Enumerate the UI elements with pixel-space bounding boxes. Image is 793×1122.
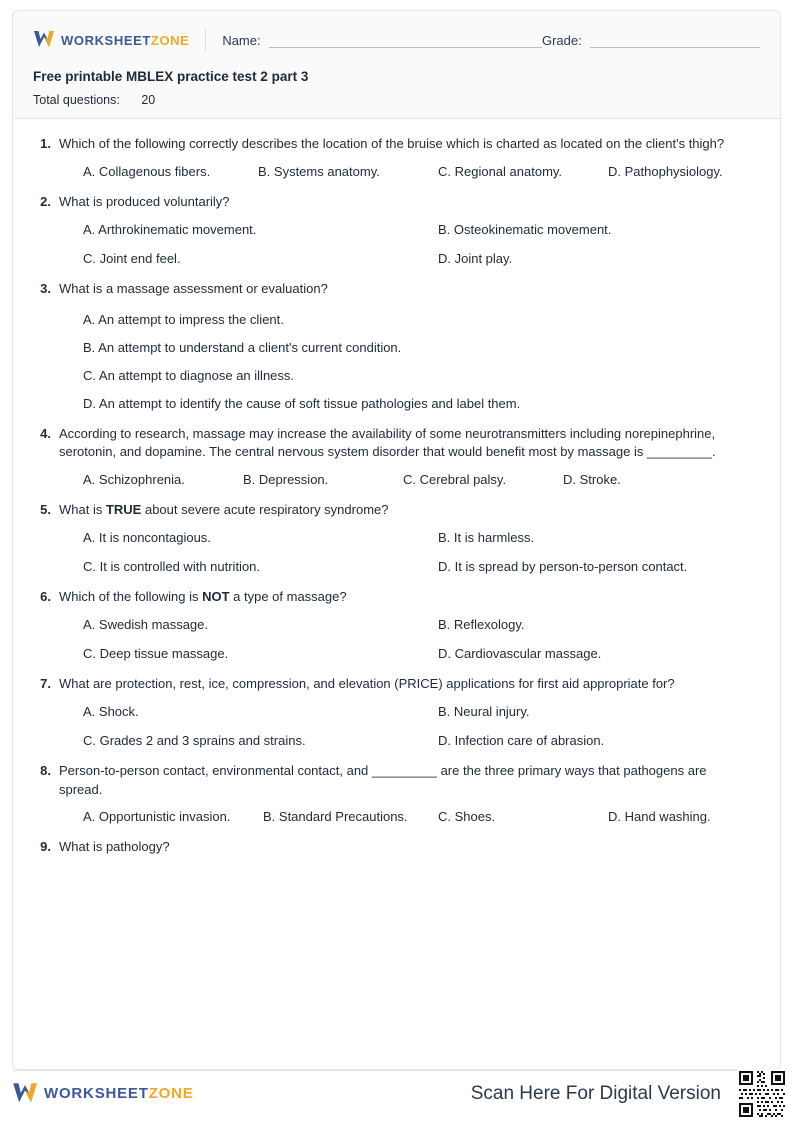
brand-name-part2: ZONE — [150, 32, 190, 48]
question-line — [35, 193, 758, 212]
question-text: According to research, massage may increase the availability of some neurotransmitters including norepinephrine, serotonin, and dopamine. The central nervous system disorder that would benefit most by massage is _________. — [59, 425, 716, 460]
footer-brand-wordmark — [44, 1085, 194, 1102]
options-group — [83, 617, 758, 661]
option-choice[interactable]: A. Arthrokinematic movement. — [83, 221, 257, 237]
header-top-row — [33, 27, 760, 53]
question-line — [35, 501, 758, 520]
option-choice[interactable]: D. Stroke. — [563, 472, 621, 488]
options-group — [83, 472, 758, 487]
question-text: Which of the following is NOT a type of massage? — [59, 589, 347, 605]
option-choice[interactable]: C. It is controlled with nutrition. — [83, 559, 261, 575]
brand-name-part1: WORKSHEET — [61, 32, 151, 48]
question-block — [35, 501, 758, 574]
question-number: 3. — [40, 280, 51, 296]
options-group — [83, 312, 758, 411]
option-choice[interactable]: B. Systems anatomy. — [258, 163, 380, 179]
question-number: 5. — [40, 502, 51, 518]
option-choice[interactable]: D. Infection care of abrasion. — [438, 732, 605, 748]
option-choice[interactable]: B. Reflexology. — [438, 616, 525, 632]
option-choice[interactable]: B. Osteokinematic movement. — [438, 221, 612, 237]
w-logo-icon — [12, 1082, 38, 1106]
w-logo-icon — [33, 30, 55, 50]
option-choice[interactable]: D. It is spread by person-to-person contact. — [438, 559, 688, 575]
option-choice[interactable]: D. Cardiovascular massage. — [438, 645, 602, 661]
option-choice[interactable]: D. An attempt to identify the cause of soft tissue pathologies and label them. — [83, 395, 521, 411]
options-group — [83, 530, 758, 574]
option-choice[interactable]: B. It is harmless. — [438, 530, 535, 546]
option-choice[interactable]: C. Cerebral palsy. — [403, 472, 507, 488]
question-line — [35, 762, 758, 800]
option-choice[interactable]: C. Joint end feel. — [83, 250, 181, 266]
question-block — [35, 588, 758, 661]
worksheet-title: Free printable MBLEX practice test 2 part 3 — [33, 69, 309, 84]
footer-brand-name-part1: WORKSHEET — [44, 1085, 149, 1102]
question-block — [35, 425, 758, 488]
total-questions-label: Total questions: — [33, 93, 120, 107]
question-line — [35, 838, 758, 857]
option-choice[interactable]: D. Pathophysiology. — [608, 163, 723, 179]
option-choice[interactable]: C. Regional anatomy. — [438, 163, 563, 179]
question-number: 8. — [40, 762, 51, 778]
question-text: What is produced voluntarily? — [59, 193, 230, 209]
question-line — [35, 280, 758, 299]
qr-code-icon[interactable] — [737, 1069, 787, 1119]
questions-list — [13, 119, 780, 857]
option-choice[interactable]: C. Shoes. — [438, 809, 496, 825]
question-number: 7. — [40, 675, 51, 691]
options-group — [83, 222, 758, 266]
options-group — [83, 164, 758, 179]
option-choice[interactable]: A. Collagenous fibers. — [83, 163, 211, 179]
question-number: 9. — [40, 839, 51, 855]
question-block — [35, 838, 758, 857]
option-choice[interactable]: C. An attempt to diagnose an illness. — [83, 367, 295, 383]
option-choice[interactable]: D. Joint play. — [438, 250, 513, 266]
grade-label: Grade: — [541, 32, 582, 48]
worksheet-header — [13, 11, 780, 119]
question-block — [35, 675, 758, 748]
header-divider — [205, 29, 206, 51]
option-choice[interactable]: C. Deep tissue massage. — [83, 645, 229, 661]
option-choice[interactable]: A. Swedish massage. — [83, 616, 209, 632]
option-choice[interactable]: A. Schizophrenia. — [83, 472, 185, 488]
question-text: What is pathology? — [59, 839, 170, 855]
option-choice[interactable]: B. Depression. — [243, 472, 329, 488]
option-choice[interactable]: D. Hand washing. — [608, 809, 711, 825]
question-text: What are protection, rest, ice, compression, and elevation (PRICE) applications for first aid appropriate for? — [59, 675, 675, 691]
question-line — [35, 588, 758, 607]
options-group — [83, 809, 758, 824]
worksheet-sheet — [12, 10, 781, 1070]
name-label: Name: — [222, 32, 261, 48]
brand-logo — [33, 30, 189, 50]
total-questions-value: 20 — [141, 93, 156, 107]
grade-input[interactable] — [590, 32, 760, 48]
option-choice[interactable]: B. Standard Precautions. — [263, 809, 408, 825]
question-number: 6. — [40, 589, 51, 605]
footer-brand-name-part2: ZONE — [148, 1085, 194, 1102]
question-text: Which of the following correctly describes the location of the bruise which is charted as located on the client's thigh? — [59, 136, 725, 151]
question-block — [35, 762, 758, 825]
question-line — [35, 135, 758, 154]
question-line — [35, 675, 758, 694]
question-block — [35, 193, 758, 266]
option-choice[interactable]: A. An attempt to impress the client. — [83, 311, 284, 327]
question-block — [35, 135, 758, 179]
question-number: 4. — [40, 425, 51, 441]
question-line — [35, 425, 758, 463]
option-choice[interactable]: A. Shock. — [83, 703, 139, 719]
question-text: What is TRUE about severe acute respiratory syndrome? — [59, 502, 389, 518]
scan-prompt: Scan Here For Digital Version — [470, 1082, 721, 1104]
brand-wordmark — [61, 33, 189, 48]
question-text: Person-to-person contact, environmental contact, and _________ are the three primary ways that pathogens are spread. — [59, 762, 707, 797]
total-questions — [33, 93, 760, 107]
option-choice[interactable]: C. Grades 2 and 3 sprains and strains. — [83, 732, 306, 748]
question-block — [35, 280, 758, 411]
option-choice[interactable]: B. An attempt to understand a client's current condition. — [83, 339, 402, 355]
option-choice[interactable]: B. Neural injury. — [438, 703, 530, 719]
question-text: What is a massage assessment or evaluation? — [59, 280, 328, 296]
question-number: 2. — [40, 193, 51, 209]
worksheet-footer — [12, 1070, 781, 1116]
footer-brand-logo — [12, 1082, 194, 1106]
options-group — [83, 704, 758, 748]
name-input[interactable] — [269, 32, 542, 48]
option-choice[interactable]: A. Opportunistic invasion. — [83, 809, 231, 825]
question-number: 1. — [40, 136, 51, 151]
option-choice[interactable]: A. It is noncontagious. — [83, 530, 211, 546]
